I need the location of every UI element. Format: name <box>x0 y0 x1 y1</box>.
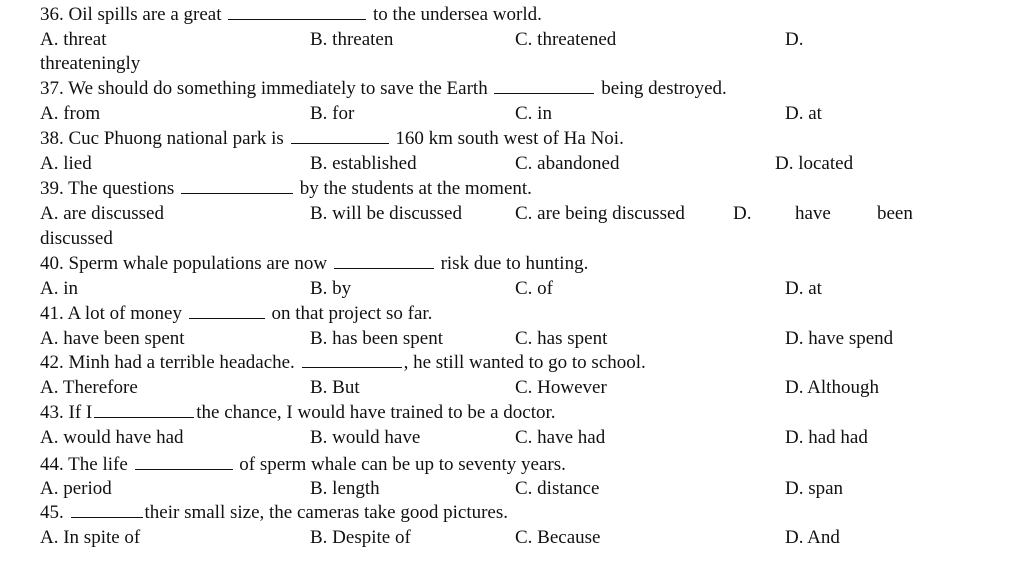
question-43-option-d: D. had had <box>785 427 868 448</box>
question-39-stem <box>40 177 532 201</box>
question-38-option-d: D. located <box>775 153 854 174</box>
question-36-text: 36. Oil spills are a great <box>40 4 222 25</box>
question-43-option-a: A. would have had <box>40 427 184 448</box>
question-39-option-c: C. are being discussed <box>515 203 685 224</box>
question-36-blank <box>228 3 366 20</box>
question-39-option-a: A. are discussed <box>40 203 164 224</box>
question-43-text: 43. If I <box>40 402 93 423</box>
question-42-option-b: B. But <box>310 377 360 398</box>
question-43-stem <box>40 401 556 425</box>
question-37-blank <box>494 77 594 94</box>
question-38-option-a: A. lied <box>40 153 92 174</box>
question-37-stem <box>40 77 727 101</box>
question-38-option-c: C. abandoned <box>515 153 620 174</box>
question-36-option-d: D. <box>785 29 804 50</box>
question-44-option-b: B. length <box>310 478 380 499</box>
question-40-blank <box>334 252 434 269</box>
question-45-option-a: A. In spite of <box>40 527 141 548</box>
question-37-option-d: D. at <box>785 103 822 124</box>
question-37-option-a: A. from <box>40 103 101 124</box>
question-41-option-b: B. has been spent <box>310 328 443 349</box>
question-41-blank <box>189 302 265 319</box>
question-37-option-b: B. for <box>310 103 355 124</box>
question-39-option-d-wrap: discussed <box>40 228 113 249</box>
question-44-text-end: of sperm whale can be up to seventy years. <box>239 454 566 475</box>
question-37-text: 37. We should do something immediately to save the Earth <box>40 78 488 99</box>
question-44-blank <box>135 453 233 470</box>
question-43-option-c: C. have had <box>515 427 606 448</box>
question-45-option-d: D. And <box>785 527 840 548</box>
question-40-text: 40. Sperm whale populations are now <box>40 253 328 274</box>
question-42-text: 42. Minh had a terrible headache. <box>40 352 295 373</box>
question-45-text-end: their small size, the cameras take good pictures. <box>144 502 509 523</box>
question-36-option-a: A. threat <box>40 29 107 50</box>
question-44-stem <box>40 453 566 477</box>
question-39-option-d: D. <box>733 203 752 224</box>
question-42-stem <box>40 351 646 375</box>
question-44-option-c: C. distance <box>515 478 600 499</box>
question-38-text: 38. Cuc Phuong national park is <box>40 128 284 149</box>
question-45-blank <box>71 501 143 518</box>
question-39-blank <box>181 177 293 194</box>
question-45-text: 45. <box>40 502 64 523</box>
question-45-stem <box>40 501 508 525</box>
question-36-option-b: B. threaten <box>310 29 394 50</box>
question-39-option-b: B. will be discussed <box>310 203 462 224</box>
question-38-stem <box>40 127 624 151</box>
question-38-text-end: 160 km south west of Ha Noi. <box>395 128 624 149</box>
question-42-text-end: , he still wanted to go to school. <box>403 352 646 373</box>
question-40-option-b: B. by <box>310 278 352 299</box>
question-36-option-d-wrap: threateningly <box>40 53 141 74</box>
question-39-text: 39. The questions <box>40 178 175 199</box>
question-44-option-a: A. period <box>40 478 112 499</box>
question-41-text: 41. A lot of money <box>40 303 182 324</box>
question-42-option-c: C. However <box>515 377 607 398</box>
question-40-option-d: D. at <box>785 278 822 299</box>
question-45-option-c: C. Because <box>515 527 601 548</box>
question-37-option-c: C. in <box>515 103 552 124</box>
question-43-text-end: the chance, I would have trained to be a doctor. <box>196 402 556 423</box>
question-45-option-b: B. Despite of <box>310 527 411 548</box>
question-41-stem <box>40 302 432 326</box>
question-41-option-d: D. have spend <box>785 328 894 349</box>
question-43-blank <box>94 401 194 418</box>
question-38-option-b: B. established <box>310 153 417 174</box>
question-44-option-d: D. span <box>785 478 844 499</box>
question-41-text-end: on that project so far. <box>271 303 433 324</box>
question-39-text-end: by the students at the moment. <box>299 178 532 199</box>
question-40-option-c: C. of <box>515 278 553 299</box>
question-40-stem <box>40 252 588 276</box>
question-42-blank <box>302 351 402 368</box>
question-39-option-d-word-have: have <box>795 203 831 224</box>
question-36-stem <box>40 3 542 27</box>
question-41-option-c: C. has spent <box>515 328 608 349</box>
question-39-option-d-word-been: been <box>877 203 913 224</box>
question-40-option-a: A. in <box>40 278 78 299</box>
question-41-option-a: A. have been spent <box>40 328 185 349</box>
question-43-option-b: B. would have <box>310 427 421 448</box>
question-42-option-a: A. Therefore <box>40 377 138 398</box>
question-36-option-c: C. threatened <box>515 29 617 50</box>
question-37-text-end: being destroyed. <box>601 78 727 99</box>
question-40-text-end: risk due to hunting. <box>440 253 589 274</box>
question-36-text-end: to the undersea world. <box>373 4 542 25</box>
question-38-blank <box>291 127 389 144</box>
question-42-option-d: D. Although <box>785 377 879 398</box>
question-44-text: 44. The life <box>40 454 128 475</box>
